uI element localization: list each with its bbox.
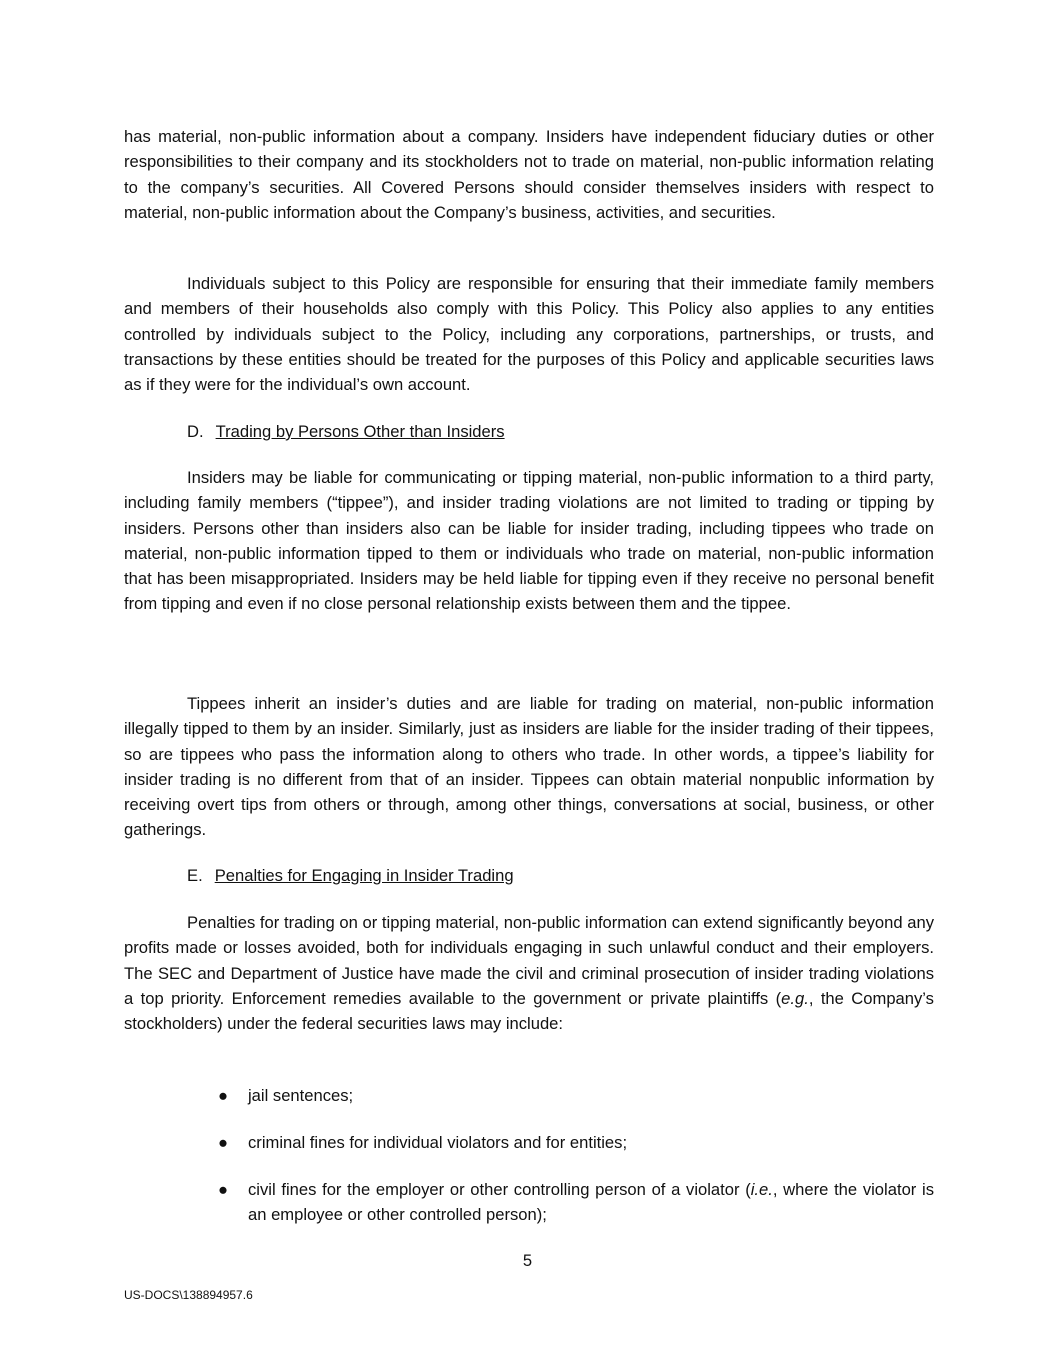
section-heading-e — [187, 863, 514, 888]
list-item-text — [248, 1177, 934, 1228]
italic-text: e.g. — [781, 988, 809, 1008]
section-heading-d — [187, 419, 505, 444]
section-letter: E. — [187, 866, 203, 885]
paragraph-tippees: Tippees inherit an insider’s duties and are liable for trading on material, non-public information illegally tipped to them by an insider. Similarly, just as insiders are liable for the insider trading of their tippees, so are tippees who pass the information along to others who trade. In other words, a tippee’s liability for insider trading is no different from that of an insider. Tippees can obtain material nonpublic information by receiving overt tips from others or through, among other things, conversations at social, business, or other gatherings. — [124, 694, 934, 840]
section-title: Penalties for Engaging in Insider Trading — [214, 866, 514, 885]
section-letter: D. — [187, 422, 204, 441]
page-number: 5 — [522, 1251, 533, 1270]
bullet-icon: ● — [218, 1133, 229, 1152]
bullet-icon: ● — [218, 1180, 229, 1199]
paragraph-penalties — [124, 910, 934, 1036]
text: , where the violator is an employee or other controlled person); — [248, 1180, 934, 1225]
list-item — [218, 1130, 934, 1155]
italic-text: i.e. — [750, 1180, 773, 1199]
paragraph-insiders-definition: has material, non-public information about a company. Insiders have independent fiduciary duties or other responsibilities to their company and its stockholders not to trade on material, non-public information relating to the company’s securities. All Covered Persons should consider themselves insiders with respect to material, non-public information about the Company’s business, activities, and securities. — [124, 127, 934, 222]
document-id: US-DOCS\138894957.6 — [124, 1288, 253, 1302]
section-title: Trading by Persons Other than Insiders — [215, 422, 505, 441]
bullet-icon: ● — [218, 1086, 229, 1105]
list-item — [218, 1177, 934, 1228]
text: civil fines for the employer or other controlling person of a violator ( — [248, 1180, 751, 1199]
list-item — [218, 1083, 934, 1108]
paragraph-tipping: Insiders may be liable for communicating or tipping material, non-public information to a third party, including family members (“tippee”), and insider trading violations are not limited to trading or tipping by insiders. Persons other than insiders also can be liable for insider trading, including tippees who trade on material, non-public information tipped to them or individuals who trade on material, non-public information that has been misappropriated. Insiders may be held liable for tipping even if they receive no personal benefit from tipping and even if no close personal relationship exists between them and the tippee. — [124, 468, 934, 614]
list-item-text: jail sentences; — [248, 1086, 354, 1105]
paragraph-family-members: Individuals subject to this Policy are responsible for ensuring that their immediate family members and members of their households also comply with this Policy. This Policy also applies to any entities controlled by individuals subject to the Policy, including any corporations, partnerships, or trusts, and transactions by these entities should be treated for the purposes of this Policy and applicable securities laws as if they were for the individual’s own account. — [124, 274, 934, 395]
text: , the Company’s stockholders) under the federal securities laws may include: — [124, 988, 934, 1034]
list-item-text: criminal fines for individual violators and for entities; — [248, 1133, 628, 1152]
text: Penalties for trading on or tipping material, non-public information can extend significantly beyond any profits made or losses avoided, both for individuals engaging in such unlawful conduct and their employers. The SEC and Department of Justice have made the civil and criminal prosecution of insider trading violations a top priority. Enforcement remedies available to the government or private plaintiffs ( — [124, 913, 934, 1008]
